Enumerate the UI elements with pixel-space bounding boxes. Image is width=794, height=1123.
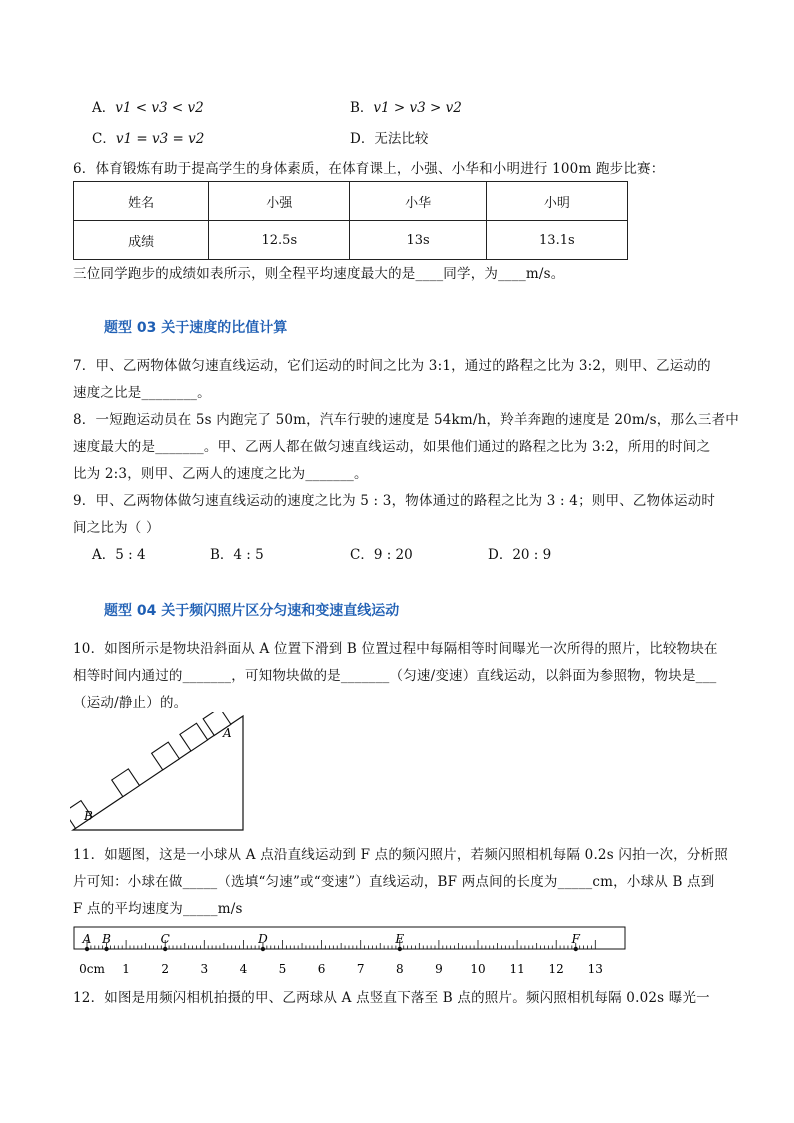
table-cell: 13.1s <box>486 221 627 260</box>
q12-line1: 12．如图是用频闪相机拍摄的甲、乙两球从 A 点竖直下落至 B 点的照片。频闪照相机每隔 0.02s 曝光一 <box>73 990 710 1006</box>
table-header-row <box>74 182 628 221</box>
table-cell: 小华 <box>350 182 486 221</box>
q7-line2: 速度之比是________。 <box>73 385 211 401</box>
q5-option-d: D．无法比较 <box>350 131 429 147</box>
q5-option-c-formula: v1 = v3 = v2 <box>115 131 205 147</box>
point-label: D <box>258 932 268 946</box>
q5-option-b-letter: B． <box>350 100 374 116</box>
table-cell: 成绩 <box>74 221 209 260</box>
point-label: E <box>395 932 405 946</box>
point-label: F <box>571 932 580 946</box>
ruler-number: 0cm <box>79 962 105 976</box>
ruler-number: 9 <box>435 962 443 976</box>
q9-option-d: D．20 : 9 <box>488 547 552 563</box>
q5-option-b-formula: v1 > v3 > v2 <box>373 100 462 116</box>
point-label: A <box>82 932 92 946</box>
ruler-figure <box>70 926 630 978</box>
ball-point <box>104 947 108 951</box>
q5-option-c <box>92 127 204 147</box>
block-position <box>180 723 208 751</box>
q9-line1: 9．甲、乙两物体做匀速直线运动的速度之比为 5 : 3，物体通过的路程之比为 3 : 4；则甲、乙物体运动时 <box>73 493 716 509</box>
ruler-number: 6 <box>317 962 326 976</box>
table-cell: 小明 <box>486 182 627 221</box>
ruler-number: 11 <box>509 962 525 976</box>
ball-point <box>85 947 89 951</box>
ruler-number: 1 <box>122 962 130 976</box>
label-a: A <box>223 726 232 740</box>
incline-figure <box>70 712 250 834</box>
point-label: C <box>160 932 170 946</box>
ruler-numbers <box>79 962 603 976</box>
q11-line1: 11．如题图，这是一小球从 A 点沿直线运动到 F 点的频闪照片，若频闪照相机每隔 0.2s 闪拍一次，分析照 <box>73 847 728 863</box>
q5-option-a <box>92 96 204 116</box>
q9-option-c: C．9 : 20 <box>350 547 413 563</box>
q7-line1: 7．甲、乙两物体做匀速直线运动，它们运动的时间之比为 3:1，通过的路程之比为 3:2，则甲、乙运动的 <box>73 358 711 374</box>
label-b: B <box>84 809 93 823</box>
q11-line3: F 点的平均速度为_____m/s <box>73 901 243 917</box>
section-heading-03: 题型 03 关于速度的比值计算 <box>104 320 288 336</box>
ruler-number: 8 <box>395 962 404 976</box>
ball-point <box>574 947 578 951</box>
score-table <box>73 181 628 260</box>
ruler-number: 12 <box>548 962 564 976</box>
table-cell: 13s <box>350 221 486 260</box>
q10-line3: （运动/静止）的。 <box>73 695 188 711</box>
q6-stem: 6．体育锻炼有助于提高学生的身体素质，在体育课上，小强、小华和小明进行 100m 跑步比赛： <box>73 161 665 177</box>
table-row <box>74 221 628 260</box>
q6-after: 三位同学跑步的成绩如表所示，则全程平均速度最大的是____同学，为____m/s。 <box>73 266 565 282</box>
q11-line2: 片可知：小球在做_____（选填“匀速”或“变速”）直线运动，BF 两点间的长度为_____cm，小球从 B 点到 <box>73 874 715 890</box>
q8-line3: 比为 2:3，则甲、乙两人的速度之比为_______。 <box>73 466 368 482</box>
q5-option-b <box>350 96 462 116</box>
ruler-number: 2 <box>161 962 170 976</box>
ruler-number: 4 <box>239 962 248 976</box>
q9-option-b: B．4 : 5 <box>210 547 264 563</box>
ruler-number: 5 <box>278 962 287 976</box>
section-heading-04: 题型 04 关于频闪照片区分匀速和变速直线运动 <box>104 603 400 619</box>
q5-option-a-letter: A． <box>92 100 116 116</box>
point-label: B <box>102 932 111 946</box>
ruler-body <box>74 927 625 949</box>
q8-line1: 8．一短跑运动员在 5s 内跑完了 50m，汽车行驶的速度是 54km/h，羚羊奔跑的速度是 20m/s，那么三者中 <box>73 412 739 428</box>
q10-line1: 10．如图所示是物块沿斜面从 A 位置下滑到 B 位置过程中每隔相等时间曝光一次所得的照片，比较物块在 <box>73 641 718 657</box>
q9-line2: 间之比为（ ） <box>73 520 160 536</box>
block-position <box>112 769 140 797</box>
q5-option-c-letter: C． <box>92 131 116 147</box>
ball-point <box>398 947 402 951</box>
q9-option-a: A．5 : 4 <box>92 547 146 563</box>
block-position <box>152 742 180 770</box>
ruler-number: 3 <box>200 962 209 976</box>
ruler-number: 13 <box>587 962 603 976</box>
ruler-number: 7 <box>356 962 365 976</box>
q10-line2: 相等时间内通过的_______，可知物块做的是_______（匀速/变速）直线运动，以斜面为参照物，物块是___ <box>73 668 717 684</box>
ruler-number: 10 <box>470 962 486 976</box>
table-cell: 小强 <box>209 182 350 221</box>
table-cell: 12.5s <box>209 221 350 260</box>
ball-point <box>261 947 265 951</box>
table-cell: 姓名 <box>74 182 209 221</box>
ball-point <box>163 947 167 951</box>
q5-option-a-formula: v1 < v3 < v2 <box>115 100 204 116</box>
q8-line2: 速度最大的是_______。甲、乙两人都在做匀速直线运动，如果他们通过的路程之比为 3:2，所用的时间之 <box>73 439 711 455</box>
